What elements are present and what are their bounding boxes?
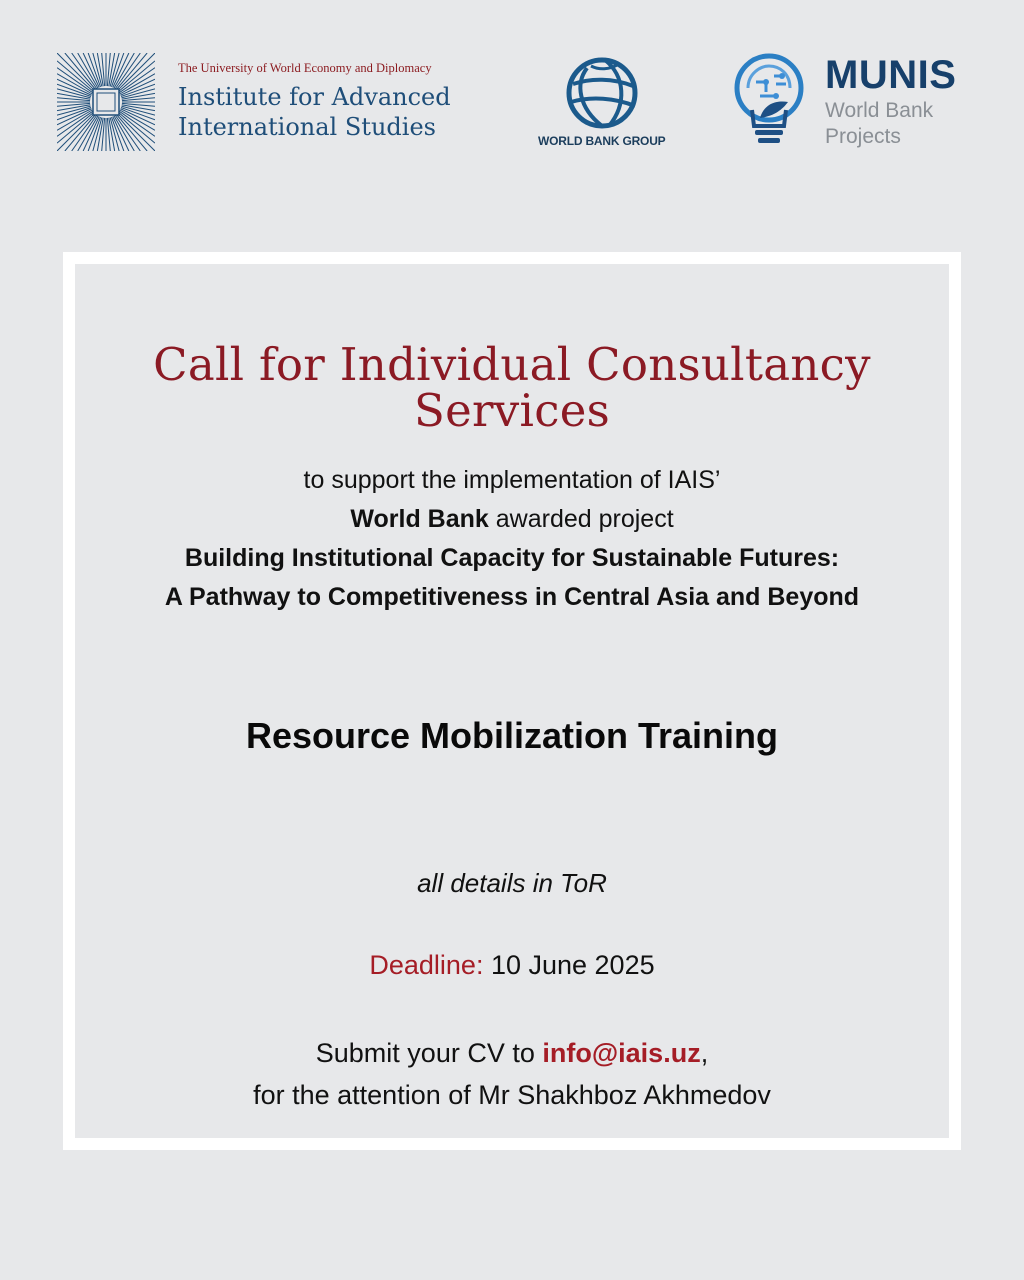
deadline [75,950,949,981]
emblem-ray [113,117,129,151]
submit-line [75,1032,949,1074]
deadline-value: 10 June 2025 [483,950,655,980]
munis-title: MUNIS [825,53,957,97]
submit-instructions [75,1032,949,1116]
university-name: The University of World Economy and Diplomacy [178,61,432,75]
training-title: Resource Mobilization Training [245,715,779,756]
institute-name-line1: Institute for Advanced [178,83,451,111]
emblem-ray [83,53,99,87]
institute-name-line2: International Studies [178,113,436,141]
munis-subtitle-line1: World Bank [825,99,934,122]
email-link[interactable]: info@iais.uz [542,1038,701,1068]
submit-prefix: Submit your CV to [315,1038,543,1068]
call-title-line1: Call for Individual Consultancy [153,338,871,391]
awarded-line [75,500,949,539]
deadline-label: Deadline: [369,950,484,980]
emblem-ray [113,53,129,87]
emblem-ray [121,109,155,125]
lightbulb-brain-icon [730,52,808,150]
munis-logo-text [825,52,995,150]
awarded-text: awarded project [488,505,674,533]
project-description [75,461,949,617]
details-note: all details in ToR [417,868,607,898]
world-bank-group-label: WORLD BANK GROUP [538,134,666,148]
support-line: to support the implementation of IAIS’ [303,466,721,494]
submit-suffix: , [700,1038,709,1068]
globe-icon [565,56,639,130]
announcement-frame [63,252,961,1150]
emblem-ray [121,79,155,95]
project-title-line1: Building Institutional Capacity for Sustainable Futures: [184,544,840,572]
attention-line: for the attention of Mr Shakhboz Akhmedov [253,1080,771,1110]
emblem-ray [57,109,91,125]
radial-square-emblem-icon [57,53,155,151]
call-title-line2: Services [413,384,611,437]
emblem-ray [83,117,99,151]
emblem-ray [57,79,91,95]
world-bank-bold: World Bank [350,505,489,533]
munis-subtitle-line2: Projects [825,125,901,148]
project-title-line2: A Pathway to Competitiveness in Central Asia and Beyond [164,583,860,611]
call-title [75,338,949,437]
iais-logo-text [178,60,498,142]
